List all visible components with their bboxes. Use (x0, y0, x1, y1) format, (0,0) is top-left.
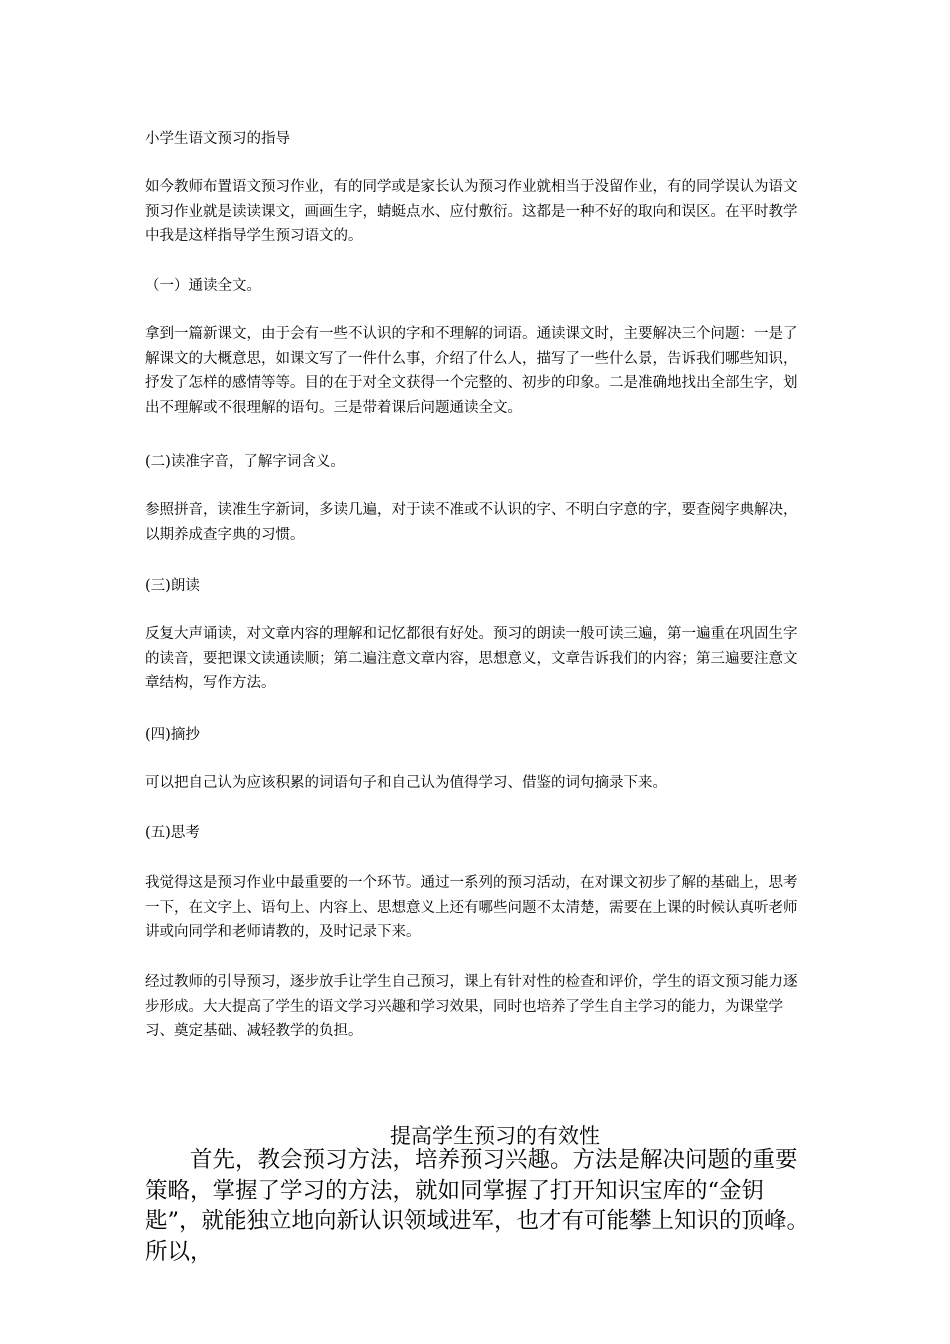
section-2-heading: (二)读准字音，了解字词含义。 (145, 454, 345, 470)
section-5-body: 我觉得这是预习作业中最重要的一个环节。通过一系列的预习活动，在对课文初步了解的基础上，思考一下，在文字上、语句上、内容上、思想意义上还有哪些问题不太清楚，需要在上课的时候认真听老师讲或向同学和老师请教的，及时记录下来。 (145, 875, 798, 940)
section-4-heading: (四)摘抄 (145, 727, 200, 743)
document-title: 小学生语文预习的指导 (145, 131, 290, 147)
intro-paragraph: 如今教师布置语文预习作业，有的同学或是家长认为预习作业就相当于没留作业，有的同学误认为语文预习作业就是读读课文，画画生字，蜻蜓点水、应付敷衍。这都是一种不好的取向和误区。在平时教学中我是这样指导学生预习语文的。 (145, 179, 798, 244)
second-article-title: 提高学生预习的有效性 (390, 1124, 600, 1148)
section-1-body: 拿到一篇新课文，由于会有一些不认识的字和不理解的词语。通读课文时，主要解决三个问题：一是了解课文的大概意思，如课文写了一件什么事，介绍了什么人，描写了一些什么景，告诉我们哪些知识，抒发了怎样的感情等等。目的在于对全文获得一个完整的、初步的印象。二是准确地找出全部生字，划出不理解或不很理解的语句。三是带着课后问题通读全文。 (145, 326, 798, 416)
conclusion-paragraph: 经过教师的引导预习，逐步放手让学生自己预习，课上有针对性的检查和评价，学生的语文预习能力逐步形成。大大提高了学生的语文学习兴趣和学习效果，同时也培养了学生自主学习的能力，为课堂学习、奠定基础、减轻教学的负担。 (145, 974, 798, 1039)
section-3-body: 反复大声诵读，对文章内容的理解和记忆都很有好处。预习的朗读一般可读三遍，第一遍重在巩固生字的读音，要把课文读通读顺；第二遍注意文章内容，思想意义，文章告诉我们的内容；第三遍要注意文章结构，写作方法。 (145, 626, 798, 691)
section-1-heading: （一）通读全文。 (145, 278, 261, 294)
second-article-body: 首先，教会预习方法，培养预习兴趣。方法是解决问题的重要策略，掌握了学习的方法，就如同掌握了打开知识宝库的“金钥匙”，就能独立地向新认识领域进军，也才有可能攀上知识的顶峰。所以， (145, 1147, 810, 1265)
section-2-body: 参照拼音，读准生字新词，多读几遍，对于读不准或不认识的字、不明白字意的字，要查阅字典解决，以期养成查字典的习惯。 (145, 502, 798, 543)
section-5-heading: (五)思考 (145, 825, 200, 841)
section-4-body: 可以把自己认为应该积累的词语句子和自己认为值得学习、借鉴的词句摘录下来。 (145, 775, 667, 791)
section-3-heading: (三)朗读 (145, 578, 200, 594)
